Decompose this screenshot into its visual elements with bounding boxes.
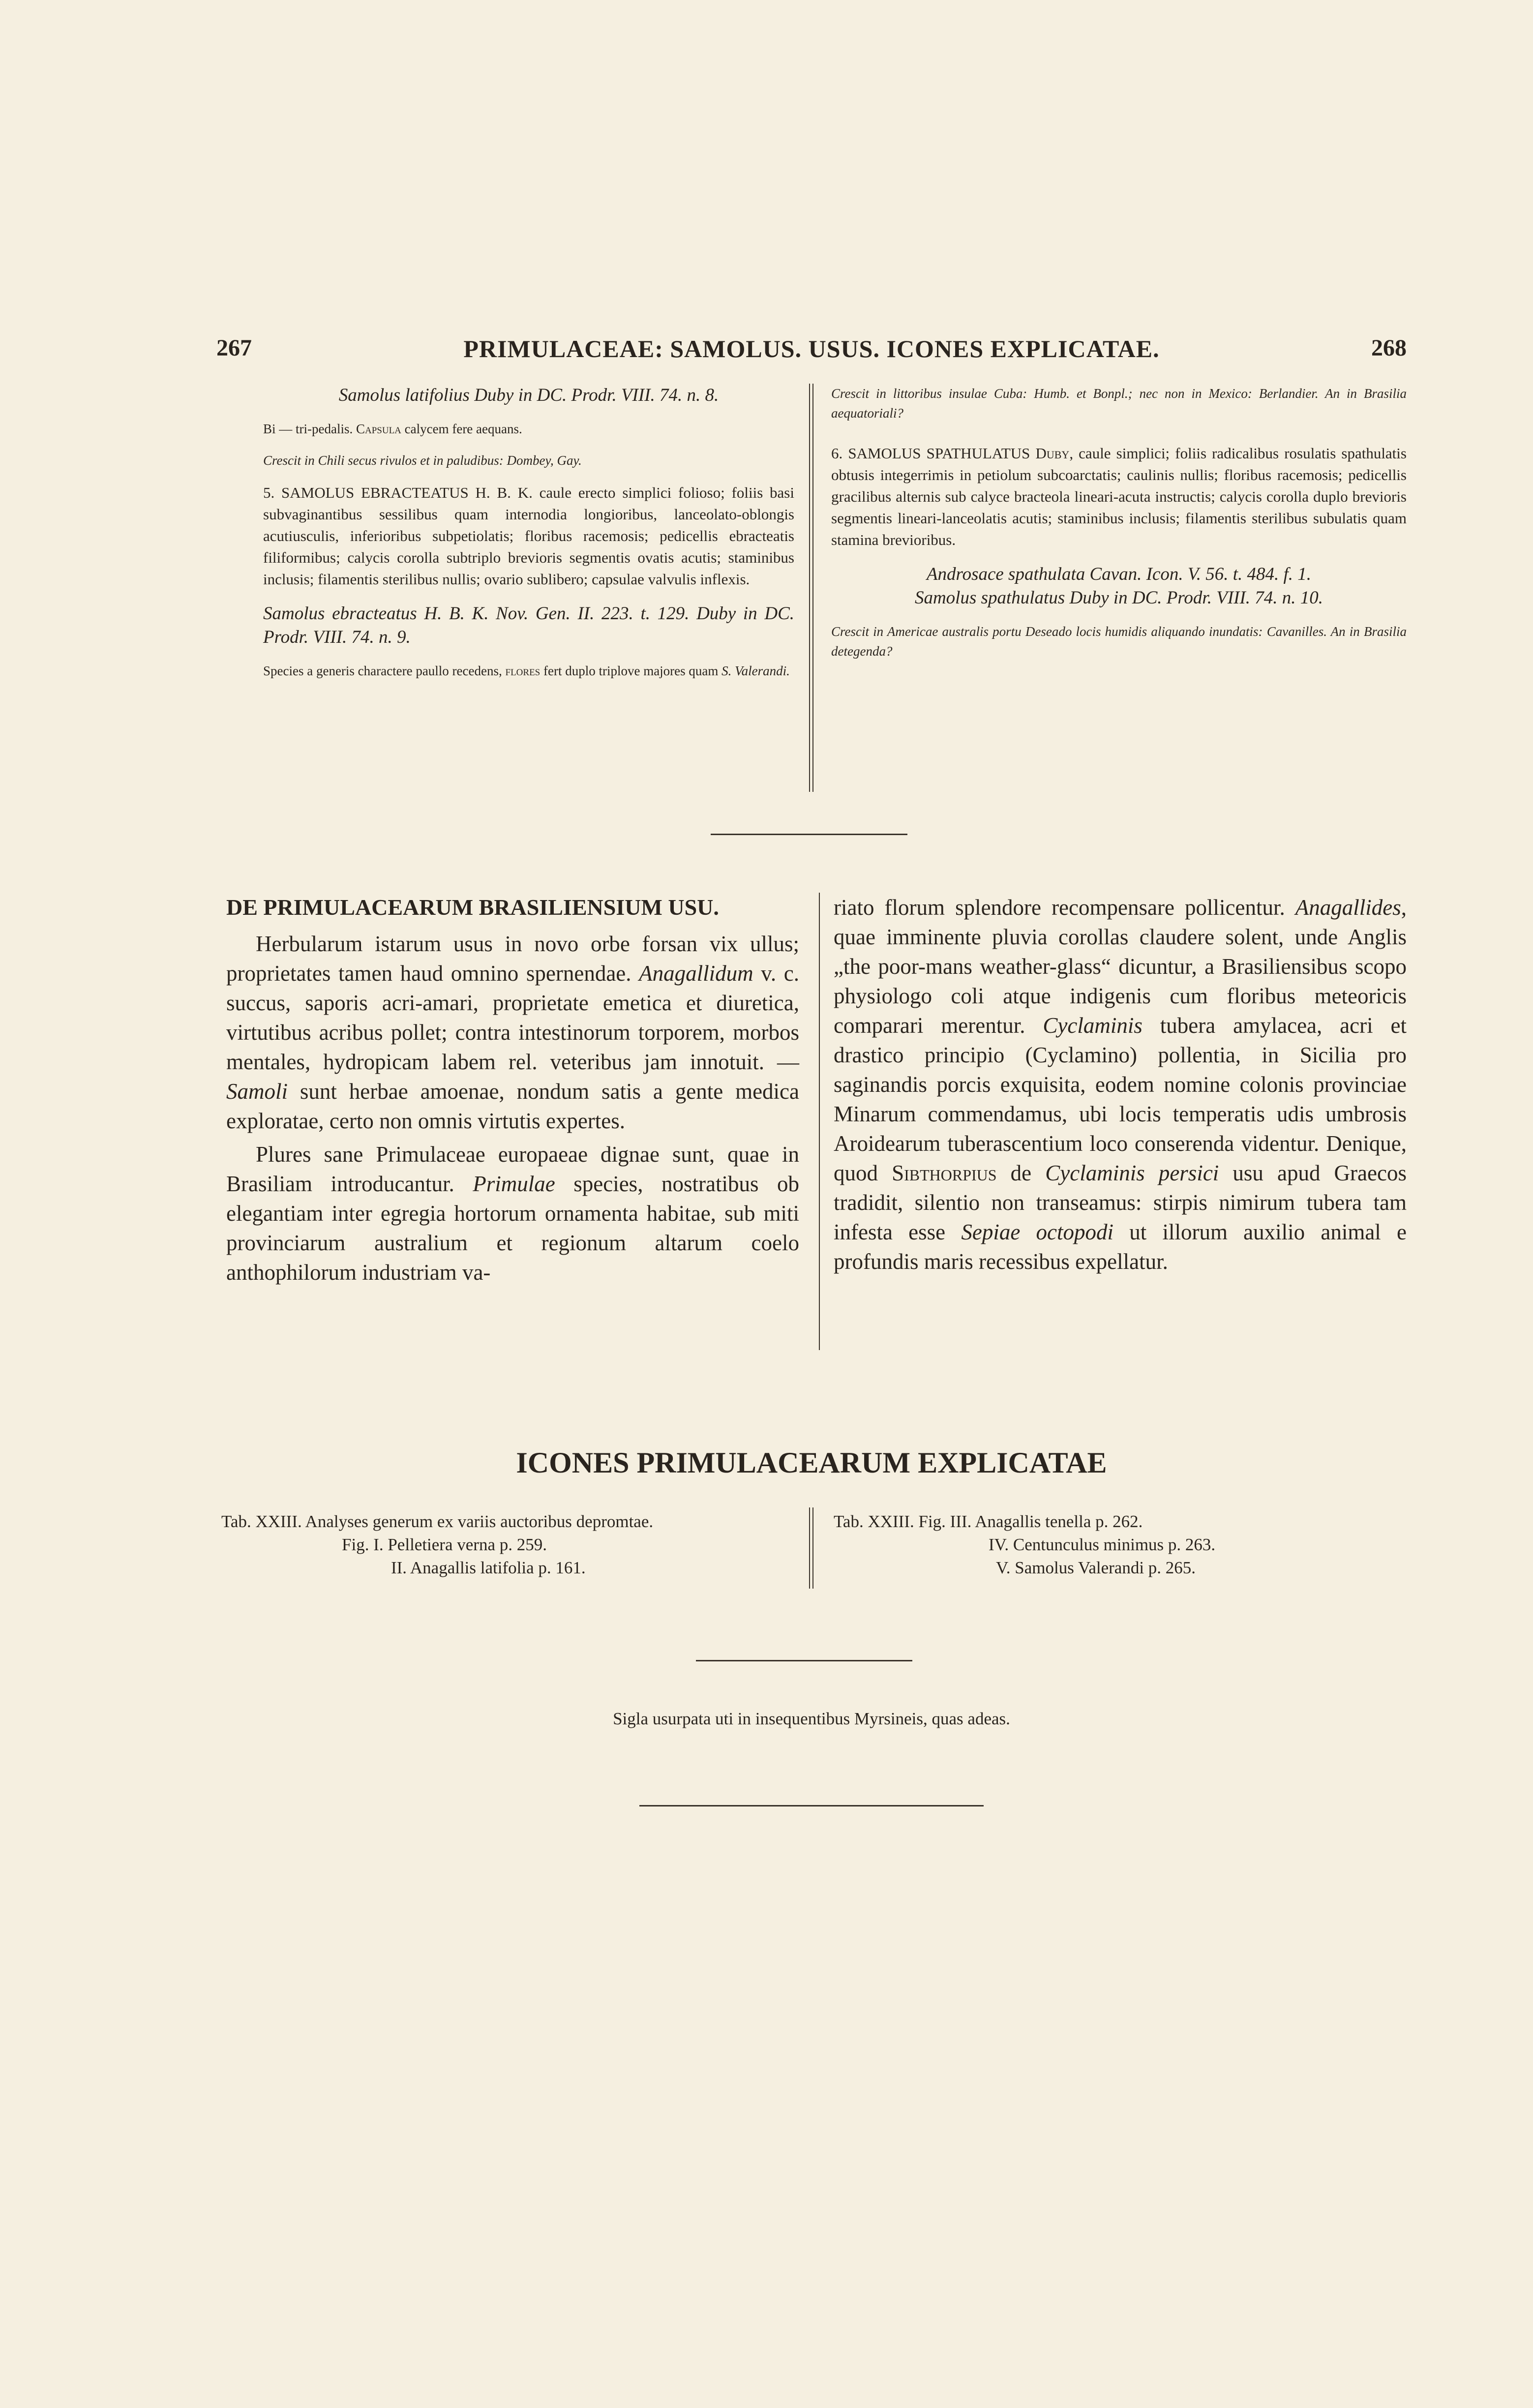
page-number-left: 267	[216, 335, 252, 361]
right-column-top	[831, 384, 1407, 661]
usus-paragraph-2-continued: riato florum splendore recompensare pollicentur. Anagallides, quae imminente pluvia corollas claudere solent, unde Anglis „the poor-mans weather-glass“ dicuntur, a Brasiliensibus scopo physiologo coli atque indigenis cum floribus meteoricis comparari merentur. Cyclaminis tubera amylacea, acri et drastico principio (Cyclamino) pollentia, in Sicilia pro saginandis porcis exquisita, eodem nomine colonis provinciae Minarum commendamus, ubi locis temperatis udis umbrosis Aroidearum tuberascentium loco conserenda videntur. Denique, quod Sibthorpius de Cyclaminis persici usu apud Graecos tradidit, silentio non transeamus: stirpis nimirum tubera tam infesta esse Sepiae octopodi ut illorum auxilio animal e profundis maris recessibus expellatur.	[834, 895, 1407, 1274]
note-species-5: Species a generis charactere paullo recedens, flores fert duplo triplove majores quam S. Valerandi.	[263, 663, 790, 678]
species-6-description: 6. SAMOLUS SPATHULATUS Duby, caule simplici; foliis radicalibus rosulatis spathulatis obtusis integerrimis in petiolum subcoarctatis; caulinis nullis; floribus racemosis; pedicellis gracilibus alternis sub calyce bracteola lineari-acuta instructis; calycis corolla duplo brevioris segmentis lineari-lanceolatis acutis; staminibus inclusis; filamentis sterilibus subulatis quam stamina brevioribus.	[831, 445, 1407, 548]
sigla-note: Sigla usurpata uti in insequentibus Myrsineis, quas adeas.	[613, 1709, 1010, 1728]
note-capsula: Bi — tri-pedalis. Capsula calycem fere aequans.	[263, 421, 522, 436]
section-separator	[711, 834, 907, 835]
column-divider	[809, 384, 813, 792]
usus-right-column	[834, 893, 1407, 1276]
closing-rule	[639, 1805, 984, 1806]
icones-left-list	[221, 1510, 797, 1579]
column-divider-usus	[819, 893, 820, 1350]
icones-left-line-3: II. Anagallis latifolia p. 161.	[391, 1558, 586, 1577]
icones-right-list	[834, 1510, 1407, 1579]
icones-right-line-3: V. Samolus Valerandi p. 265.	[996, 1558, 1196, 1577]
icones-left-line-1: Tab. XXIII. Analyses generum ex variis auctoribus depromtae.	[221, 1512, 654, 1531]
usus-paragraph-1: Herbularum istarum usus in novo orbe forsan vix ullus; proprietates tamen haud omnino spernendae. Anagallidum v. c. succus, saporis acri-amari, proprietate emetica et diuretica, virtutibus acribus pollet; contra intestinorum torporem, morbos mentales, hydropicam labem rel. veteribus jam innotuit. — Samoli sunt herbae amoenae, nondum satis a gente medica exploratae, certo non omnis virtutis expertes.	[226, 932, 799, 1133]
icones-left-line-2: Fig. I. Pelletiera verna p. 259.	[342, 1535, 547, 1554]
note-habitat-chili: Crescit in Chili secus rivulos et in paludibus: Dombey, Gay.	[263, 453, 582, 468]
usus-paragraph-2: Plures sane Primulaceae europaeae dignae sunt, quae in Brasiliam introducantur. Primulae species, nostratibus ob elegantiam inter egregia hortorum ornamenta habitae, sub miti provinciarum australium et regionum altarum coelo anthophilorum industriam va-	[226, 1142, 799, 1285]
usus-text-left	[226, 929, 799, 1287]
left-column-top	[263, 384, 794, 681]
species-5-description: 5. SAMOLUS EBRACTEATUS H. B. K. caule erecto simplici folioso; foliis basi subvaginantibus sessilibus quam internodia longioribus, lanceolato-oblongis acutiusculis, inferioribus subpetiolatis; floribus racemosis; pedicellis ebracteatis filiformibus; calycis corolla subtriplo brevioris segmentis ovatis acutis; staminibus inclusis; filamentis sterilibus nullis; ovario sublibero; capsulae valvulis inflexis.	[263, 484, 794, 588]
usus-heading: DE PRIMULACEARUM BRASILIENSIUM USU.	[226, 895, 719, 920]
note-habitat-cuba: Crescit in littoribus insulae Cuba: Humb. et Bonpl.; nec non in Mexico: Berlandier. An in Brasilia aequatoriali?	[831, 386, 1407, 421]
reference-androsace: Androsace spathulata Cavan. Icon. V. 56. t. 484. f. 1.	[926, 564, 1312, 584]
reference-spathulatus: Samolus spathulatus Duby in DC. Prodr. VIII. 74. n. 10.	[914, 588, 1323, 608]
icones-right-line-1: Tab. XXIII. Fig. III. Anagallis tenella p. 262.	[834, 1512, 1143, 1531]
reference-latifolius: Samolus latifolius Duby in DC. Prodr. VIII. 74. n. 8.	[338, 385, 719, 405]
column-divider-icones	[809, 1507, 813, 1589]
page-number-right: 268	[1371, 335, 1407, 361]
running-title: PRIMULACEAE: SAMOLUS. USUS. ICONES EXPLICATAE.	[463, 335, 1160, 362]
note-habitat-deseado: Crescit in Americae australis portu Deseado locis humidis aliquando inundatis: Cavanilles. An in Brasilia detegenda?	[831, 624, 1407, 659]
icones-heading: ICONES PRIMULACEARUM EXPLICATAE	[516, 1446, 1107, 1479]
icones-right-line-2: IV. Centunculus minimus p. 263.	[989, 1535, 1216, 1554]
usus-text-right	[834, 893, 1407, 1276]
running-header	[216, 334, 1407, 374]
icones-separator	[696, 1660, 912, 1661]
reference-ebracteatus: Samolus ebracteatus H. B. K. Nov. Gen. II. 223. t. 129. Duby in DC. Prodr. VIII. 74. n. 9.	[263, 603, 794, 647]
usus-left-column	[226, 893, 799, 1287]
